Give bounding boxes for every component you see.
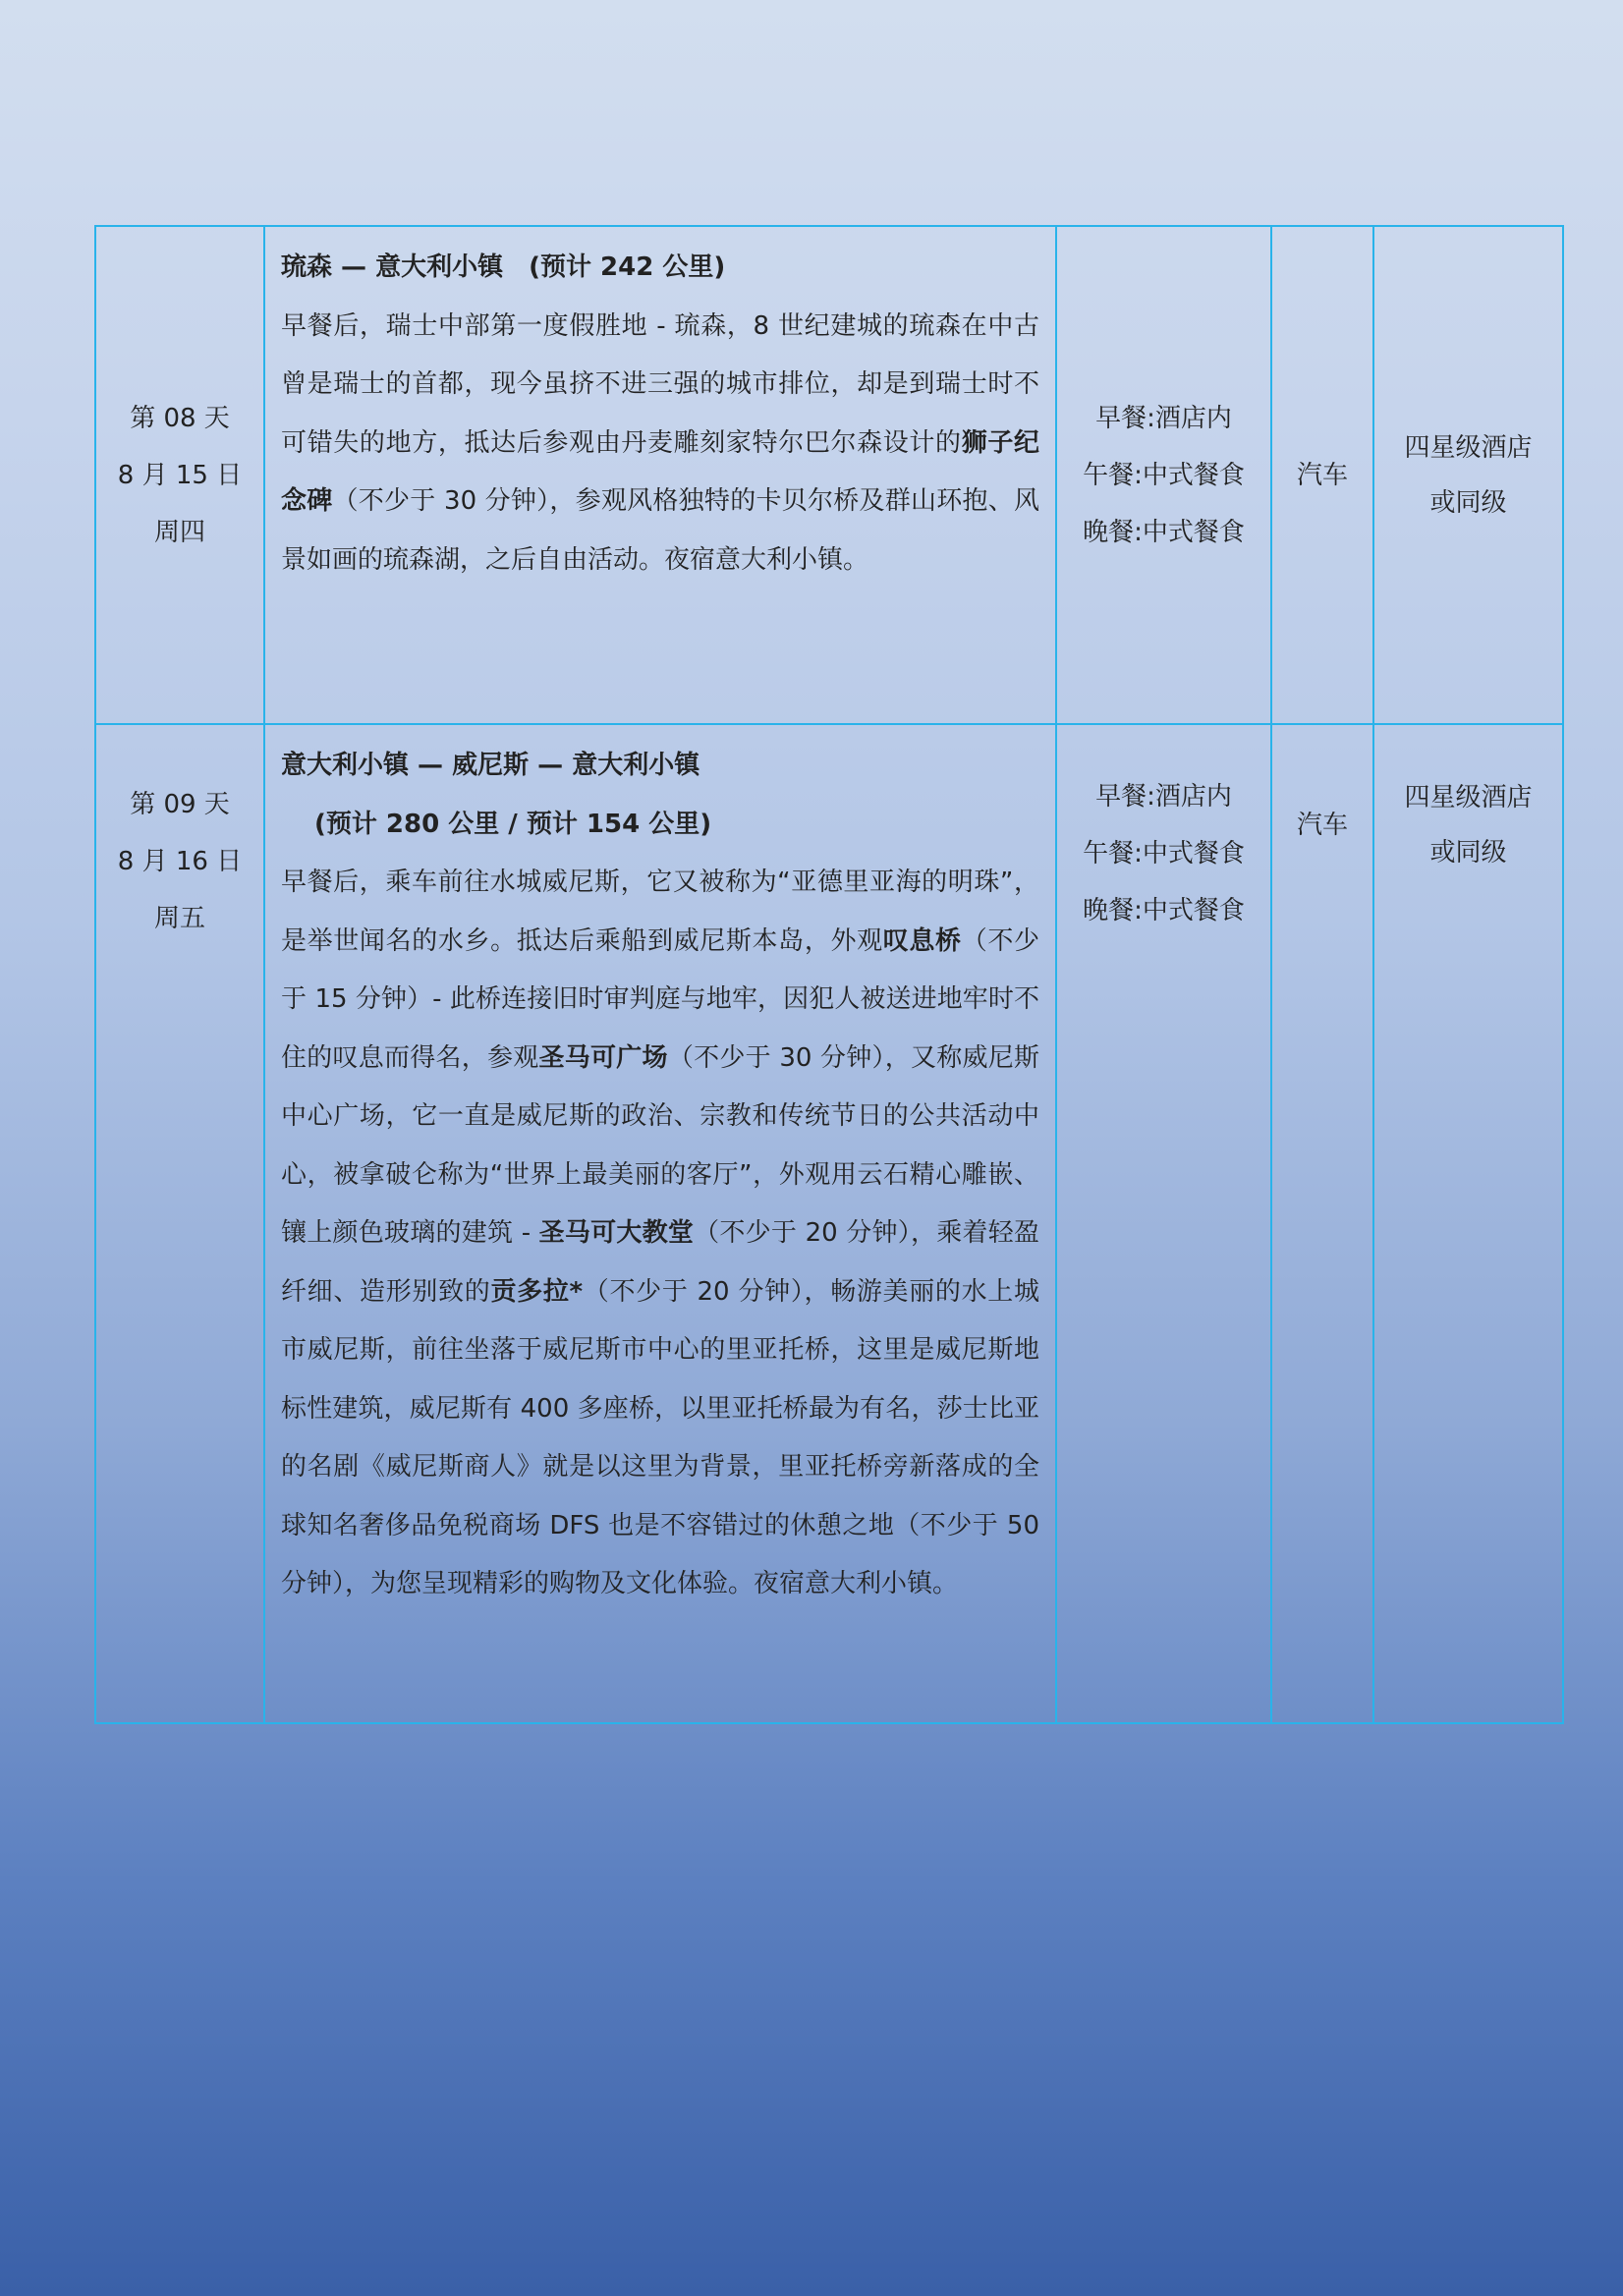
description-text: 早餐后，乘车前往水城威尼斯，它又被称为“亚德里亚海的明珠”，是举世闻名的水乡。抵达后乘船到威尼斯本岛，外观 [281,868,1039,956]
day-weekday: 周四 [153,517,205,547]
description-text: （不少于 15 分钟）- 此桥连接旧时审判庭与地牢，因犯人被送进地牢时不住的叹息而得名，参观 [281,925,1039,1073]
day-weekday: 周五 [153,904,205,933]
description-text: （不少于 30 分钟），参观风格独特的卡贝尔桥及群山环抱、风景如画的琉森湖，之后自由活动。夜宿意大利小镇。 [281,486,1039,575]
description-text: （不少于 20 分钟），乘着轻盈纤细、造形别致的 [281,1218,1039,1307]
hotel-alternative: 或同级 [1429,487,1507,518]
hotel-class: 四星级酒店 [1404,432,1533,463]
hotel-cell [1373,226,1563,724]
meal-breakfast: 早餐:酒店内 [1095,403,1232,433]
transport-mode: 汽车 [1296,811,1348,840]
meals-cell [1056,226,1271,724]
description-body [281,854,1039,1614]
itinerary-row-day-08 [95,226,1563,724]
attraction-highlight: 贡多拉* [490,1276,584,1307]
hotel-alternative: 或同级 [1429,838,1507,868]
meal-lunch: 午餐:中式餐食 [1083,460,1245,490]
day-date: 8 月 15 日 [117,460,243,490]
itinerary-description [264,226,1056,724]
meals-cell [1056,724,1271,1723]
day-number: 第 08 天 [130,403,230,433]
hotel-cell [1373,724,1563,1723]
day-date: 8 月 16 日 [117,847,243,876]
description-text: 早餐后，瑞士中部第一度假胜地 - 琉森，8 世纪建城的琉森在中古曾是瑞士的首都，现今虽挤不进三强的城市排位，却是到瑞士时不可错失的地方，抵达后参观由丹麦雕刻家特尔巴尔森设计的 [281,310,1039,458]
description-body [281,298,1039,590]
meal-lunch: 午餐:中式餐食 [1083,839,1245,868]
attraction-highlight: 圣马可广场 [538,1042,668,1073]
meal-dinner: 晚餐:中式餐食 [1083,896,1245,925]
description-text: （不少于 20 分钟），畅游美丽的水上城市威尼斯，前往坐落于威尼斯市中心的里亚托桥，这里是威尼斯地标性建筑，威尼斯有 400 多座桥，以里亚托桥最为有名，莎士比亚的名剧《威尼斯商人》就是以这里为背景，里亚托桥旁新落成的全球知名奢侈品免税商场 DFS 也是不容错过的休憩之地（不少于 50 分钟），为您呈现精彩的购物及文化体验。夜宿意大利小镇。 [281,1276,1039,1598]
meal-breakfast: 早餐:酒店内 [1095,782,1232,812]
attraction-highlight: 圣马可大教堂 [538,1218,695,1248]
route-title: 琉森 — 意大利小镇 (预计 242 公里) [281,252,726,282]
itinerary-table [94,225,1564,1724]
itinerary-row-day-09 [95,724,1563,1723]
day-cell [95,226,264,724]
day-number: 第 09 天 [130,790,230,819]
route-distance: (预计 280 公里 / 预计 154 公里) [314,809,712,839]
transport-cell [1271,724,1373,1723]
attraction-highlight: 狮子纪念碑 [281,427,1039,516]
transport-cell [1271,226,1373,724]
attraction-highlight: 叹息桥 [882,925,962,956]
description-text: （不少于 30 分钟），又称威尼斯中心广场，它一直是威尼斯的政治、宗教和传统节日的公共活动中心，被拿破仑称为“世界上最美丽的客厅”，外观用云石精心雕嵌、镶上颜色玻璃的建筑 - [281,1042,1039,1248]
day-cell [95,724,264,1723]
transport-mode: 汽车 [1296,460,1348,490]
meal-dinner: 晚餐:中式餐食 [1083,517,1245,547]
hotel-class: 四星级酒店 [1404,783,1533,812]
itinerary-description [264,724,1056,1723]
route-title: 意大利小镇 — 威尼斯 — 意大利小镇 [281,751,700,780]
